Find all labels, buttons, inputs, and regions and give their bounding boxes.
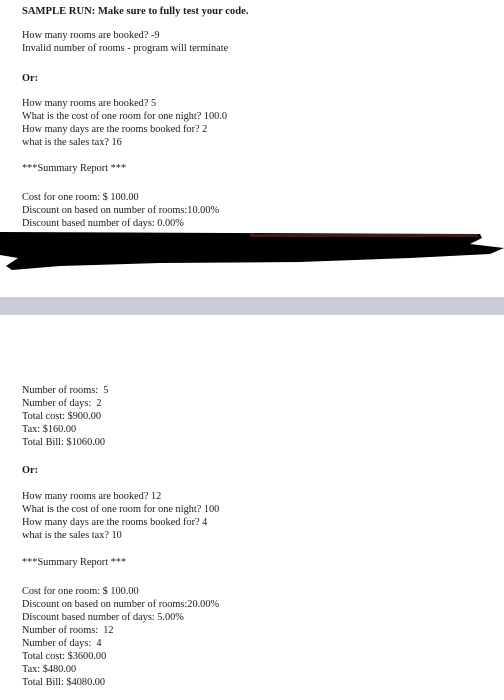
summary-line: Number of days: 4 — [22, 638, 102, 649]
summary-line: Total Bill: $4080.00 — [22, 677, 106, 688]
summary-header: ***Summary Report *** — [22, 163, 127, 174]
run3-prompt: How many rooms are booked? 12 — [22, 491, 162, 502]
summary-line: Cost for one room: $ 100.00 — [22, 192, 139, 203]
run2-prompt: What is the cost of one room for one night? 100.0 — [22, 111, 228, 122]
separator-band — [0, 297, 504, 315]
summary-line: Total cost: $900.00 — [22, 411, 102, 422]
run1-line: Invalid number of rooms - program will terminate — [22, 43, 229, 54]
summary-line: Discount based number of days: 0.00% — [22, 218, 184, 229]
run3-prompt: what is the sales tax? 10 — [22, 530, 122, 541]
summary-line: Discount based number of days: 5.00% — [22, 612, 184, 623]
summary-header: ***Summary Report *** — [22, 557, 127, 568]
run1-line: How many rooms are booked? -9 — [22, 30, 160, 41]
summary-line: Discount on based on number of rooms:10.00% — [22, 205, 220, 216]
run2-prompt: what is the sales tax? 16 — [22, 137, 122, 148]
run2-prompt: How many rooms are booked? 5 — [22, 98, 157, 109]
run2-prompt: How many days are the rooms booked for? 2 — [22, 124, 208, 135]
summary-line: Number of days: 2 — [22, 398, 102, 409]
redaction-scribble — [0, 222, 504, 272]
run3-prompt: How many days are the rooms booked for? 4 — [22, 517, 208, 528]
run3-prompt: What is the cost of one room for one night? 100 — [22, 504, 220, 515]
summary-line: Total cost: $3600.00 — [22, 651, 107, 662]
summary-line: Tax: $480.00 — [22, 664, 77, 675]
summary-line: Discount on based on number of rooms:20.00% — [22, 599, 220, 610]
summary-line: Number of rooms: 12 — [22, 625, 114, 636]
or-label: Or: — [22, 465, 39, 476]
summary-line: Cost for one room: $ 100.00 — [22, 586, 139, 597]
summary-line: Total Bill: $1060.00 — [22, 437, 106, 448]
summary-line: Number of rooms: 5 — [22, 385, 109, 396]
summary-line: Tax: $160.00 — [22, 424, 77, 435]
or-label: Or: — [22, 73, 39, 84]
page-title: SAMPLE RUN: Make sure to fully test your code. — [22, 6, 249, 17]
